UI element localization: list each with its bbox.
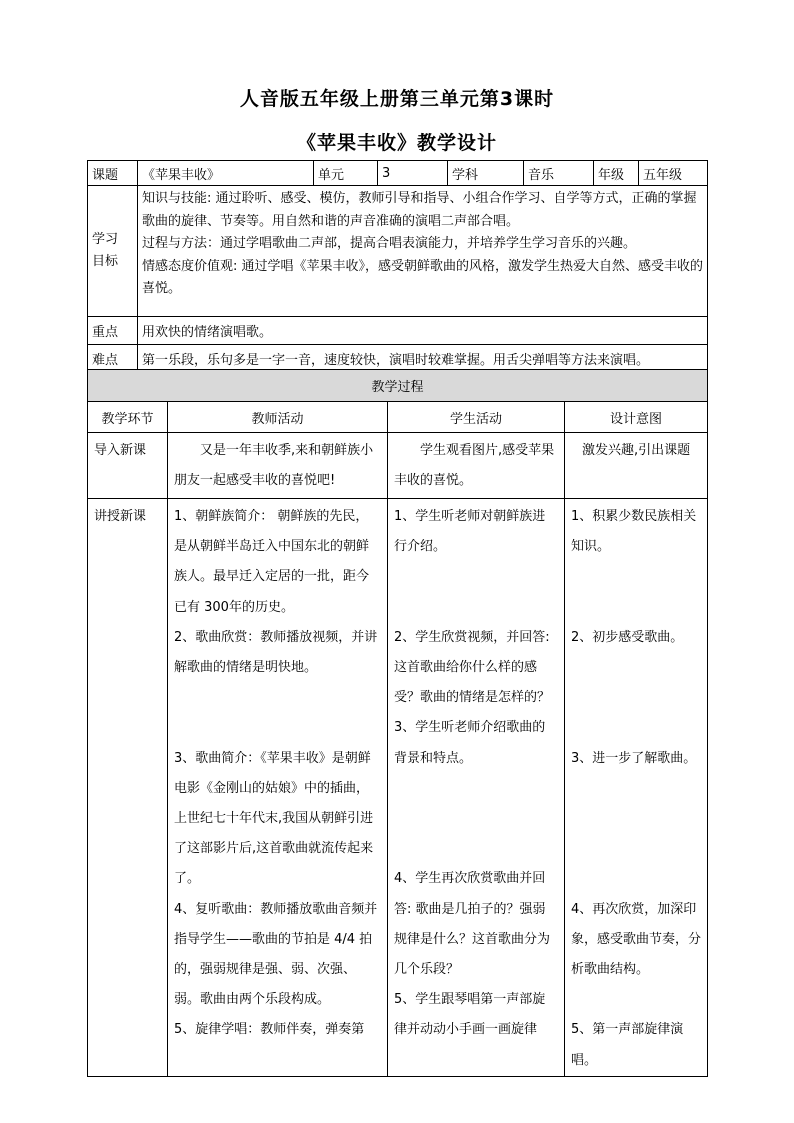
document-title: 人音版五年级上册第三单元第3课时 [239,88,555,110]
process-header-row [88,402,708,433]
unit-value: 3 [378,161,448,186]
teaching-process-table [87,369,708,1077]
difficulty-label: 难点 [88,345,138,372]
info-row [88,161,708,186]
objective-knowledge: 知识与技能: 通过聆听、感受、模仿，教师引导和指导、小组合作学习、自学等方式，正确的掌握歌曲的旋律、节奏等。用自然和谐的声音准确的演唱二声部合唱。 [142,191,697,229]
student-step-2: 2、学生欣赏视频，并回答:这首歌曲给你什么样的感受？歌曲的情绪是怎样的？ [394,629,551,706]
key-point-value: 用欢快的情绪演唱歌。 [138,317,708,345]
key-point-row [88,317,708,345]
column-header: 教师活动 [168,402,388,433]
teacher-step-4: 4、复听歌曲：教师播放歌曲音频并指导学生——歌曲的节拍是 4/4 拍的，强弱规律是强、弱、次强、弱。歌曲由两个乐段构成。 [174,901,378,1008]
grade-value: 五年级 [639,161,708,186]
objectives-content [138,186,708,317]
objectives-label [88,186,138,317]
difficulty-value: 第一乐段，乐句多是一字一音，速度较快，演唱时较难掌握。用舌尖弹唱等方法来演唱。 [138,345,708,372]
objectives-label-line-2: 目标 [92,254,119,269]
process-heading: 教学过程 [88,370,708,402]
intro-design-intent: 激发兴趣,引出课题 [565,433,708,499]
intro-row [88,433,708,499]
unit-label: 单元 [314,161,378,186]
key-point-label: 重点 [88,317,138,345]
intent-step-1: 1、积累少数民族相关知识。 [571,509,697,555]
intro-teacher-activity: 又是一年丰收季,来和朝鲜族小朋友一起感受丰收的喜悦吧! [168,433,388,499]
topic-value: 《苹果丰收》 [138,161,314,186]
column-header: 学生活动 [388,402,565,433]
student-step-3: 3、学生听老师介绍歌曲的背景和特点。 [394,720,546,766]
subject-value: 音乐 [524,161,594,186]
intro-student-activity: 学生观看图片,感受苹果丰收的喜悦。 [388,433,565,499]
new-lesson-design-intents [565,499,708,1077]
grade-label: 年级 [594,161,639,186]
objective-attitude: 情感态度价值观: 通过学唱《苹果丰收》，感受朝鲜歌曲的风格，激发学生热爱大自然、感受丰收的喜悦。 [142,258,704,296]
teacher-step-5: 5、旋律学唱：教师伴奏，弹奏第 [174,1022,365,1038]
intent-step-3: 3、进一步了解歌曲。 [571,750,697,766]
objective-process: 过程与方法：通过学唱歌曲二声部，提高合唱表演能力，并培养学生学习音乐的兴趣。 [142,236,637,251]
intent-step-5: 5、第一声部旋律演唱。 [571,1022,684,1068]
column-header: 教学环节 [88,402,168,433]
difficulty-row [88,345,708,372]
subject-label: 学科 [448,161,524,186]
student-step-5: 5、学生跟琴唱第一声部旋律并动动小手画一画旋律 [394,992,546,1038]
new-lesson-stage: 讲授新课 [88,499,168,1077]
intent-step-2: 2、初步感受歌曲。 [571,629,684,645]
column-header: 设计意图 [565,402,708,433]
lesson-info-table [87,160,708,372]
teacher-step-2: 2、歌曲欣赏：教师播放视频，并讲解歌曲的情绪是明快地。 [174,629,378,676]
topic-label: 课题 [88,161,138,186]
new-lesson-student-activities [388,499,565,1077]
intro-stage: 导入新课 [88,433,168,499]
objectives-row [88,186,708,317]
new-lesson-row [88,499,708,1077]
teacher-step-3: 3、歌曲简介：《苹果丰收》是朝鲜电影《金刚山的姑娘》中的插曲，上世纪七十年代末,我国从朝鲜引进了这部影片后,这首歌曲就流传起来了。 [174,750,374,887]
teacher-step-1: 1、朝鲜族简介： 朝鲜族的先民，是从朝鲜半岛迁入中国东北的朝鲜族人。最早迁入定居的一批，距今已有 300年的历史。 [174,509,370,615]
intent-step-4: 4、再次欣赏，加深印象，感受歌曲节奏，分析歌曲结构。 [571,901,702,977]
objectives-label-line-1: 学习 [92,232,119,247]
student-step-1: 1、学生听老师对朝鲜族进行介绍。 [394,509,546,555]
document-subtitle: 《苹果丰收》教学设计 [296,132,497,154]
new-lesson-teacher-activities [168,499,388,1077]
student-step-4: 4、学生再次欣赏歌曲并回答: 歌曲是几拍子的？强弱规律是什么？这首歌曲分为几个乐段？ [394,871,551,977]
